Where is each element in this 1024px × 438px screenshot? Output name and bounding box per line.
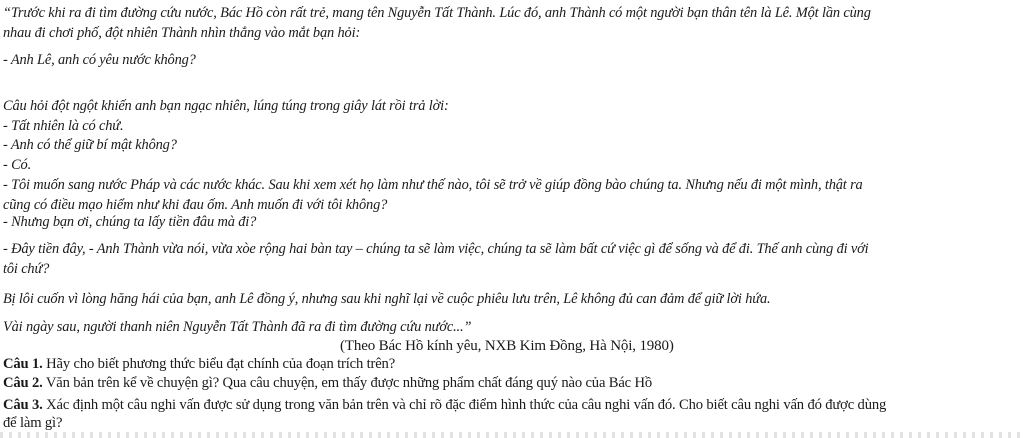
dialogue-line-5-part-2: cũng có điều mạo hiểm như khi đau ốm. Anh muốn đi với tôi không? [3, 197, 388, 213]
story-paragraph-1-line-2: nhau đi chơi phố, đột nhiên Thành nhìn thẳng vào mắt bạn hỏi: [3, 25, 361, 41]
question-2-label: Câu 2. [3, 375, 43, 391]
dialogue-line-2: - Tất nhiên là có chứ. [3, 118, 124, 134]
question-1-label: Câu 1. [3, 356, 43, 372]
question-2 [3, 374, 1019, 392]
dialogue-line-6: - Nhưng bạn ơi, chúng ta lấy tiền đâu mà đi? [3, 214, 257, 230]
story-paragraph-3: Bị lôi cuốn vì lòng hăng hái của bạn, anh Lê đồng ý, nhưng sau khi nghĩ lại về cuộc phiêu lưu trên, Lê không đủ can đảm để giữ lời hứa. [3, 291, 771, 307]
source-citation: (Theo Bác Hồ kính yêu, NXB Kim Đồng, Hà Nội, 1980) [340, 338, 674, 354]
dialogue-line-7-part-2: tôi chứ? [3, 261, 50, 277]
dialogue-line-4: - Có. [3, 157, 32, 173]
story-paragraph-1-line-1: “Trước khi ra đi tìm đường cứu nước, Bác Hồ còn rất trẻ, mang tên Nguyễn Tất Thành. Lúc đó, anh Thành có một người bạn thân tên là Lê. Một lần cùng [3, 5, 871, 21]
dialogue-line-1: - Anh Lê, anh có yêu nước không? [3, 52, 196, 68]
cut-off-text-remnant [0, 432, 1024, 438]
question-3-continuation: để làm gì? [3, 415, 63, 431]
dialogue-line-3: - Anh có thể giữ bí mật không? [3, 137, 177, 153]
question-1-text: Hãy cho biết phương thức biểu đạt chính của đoạn trích trên? [42, 356, 396, 372]
question-3-label: Câu 3. [3, 397, 43, 413]
dialogue-line-7-part-1: - Đây tiền đây, - Anh Thành vừa nói, vừa xòe rộng hai bàn tay – chúng ta sẽ làm việc, chúng ta sẽ làm bất cứ việc gì để sống và để đi. Thế anh cùng đi với [3, 241, 869, 257]
question-1 [3, 355, 1019, 373]
story-paragraph-4: Vài ngày sau, người thanh niên Nguyễn Tất Thành đã ra đi tìm đường cứu nước...” [3, 319, 472, 335]
question-3 [3, 396, 1019, 414]
question-2-text: Văn bản trên kể về chuyện gì? Qua câu chuyện, em thấy được những phẩm chất đáng quý nào của Bác Hồ [42, 375, 653, 391]
dialogue-line-5-part-1: - Tôi muốn sang nước Pháp và các nước khác. Sau khi xem xét họ làm như thế nào, tôi sẽ trở về giúp đồng bào chúng ta. Nhưng nếu đi một mình, thật ra [3, 177, 863, 193]
question-3-text: Xác định một câu nghi vấn được sử dụng trong văn bản trên và chỉ rõ đặc điểm hình thức của câu nghi vấn đó. Cho biết câu nghi vấn đó được dùng [42, 397, 887, 413]
story-paragraph-2: Câu hỏi đột ngột khiến anh bạn ngạc nhiên, lúng túng trong giây lát rồi trả lời: [3, 98, 449, 114]
